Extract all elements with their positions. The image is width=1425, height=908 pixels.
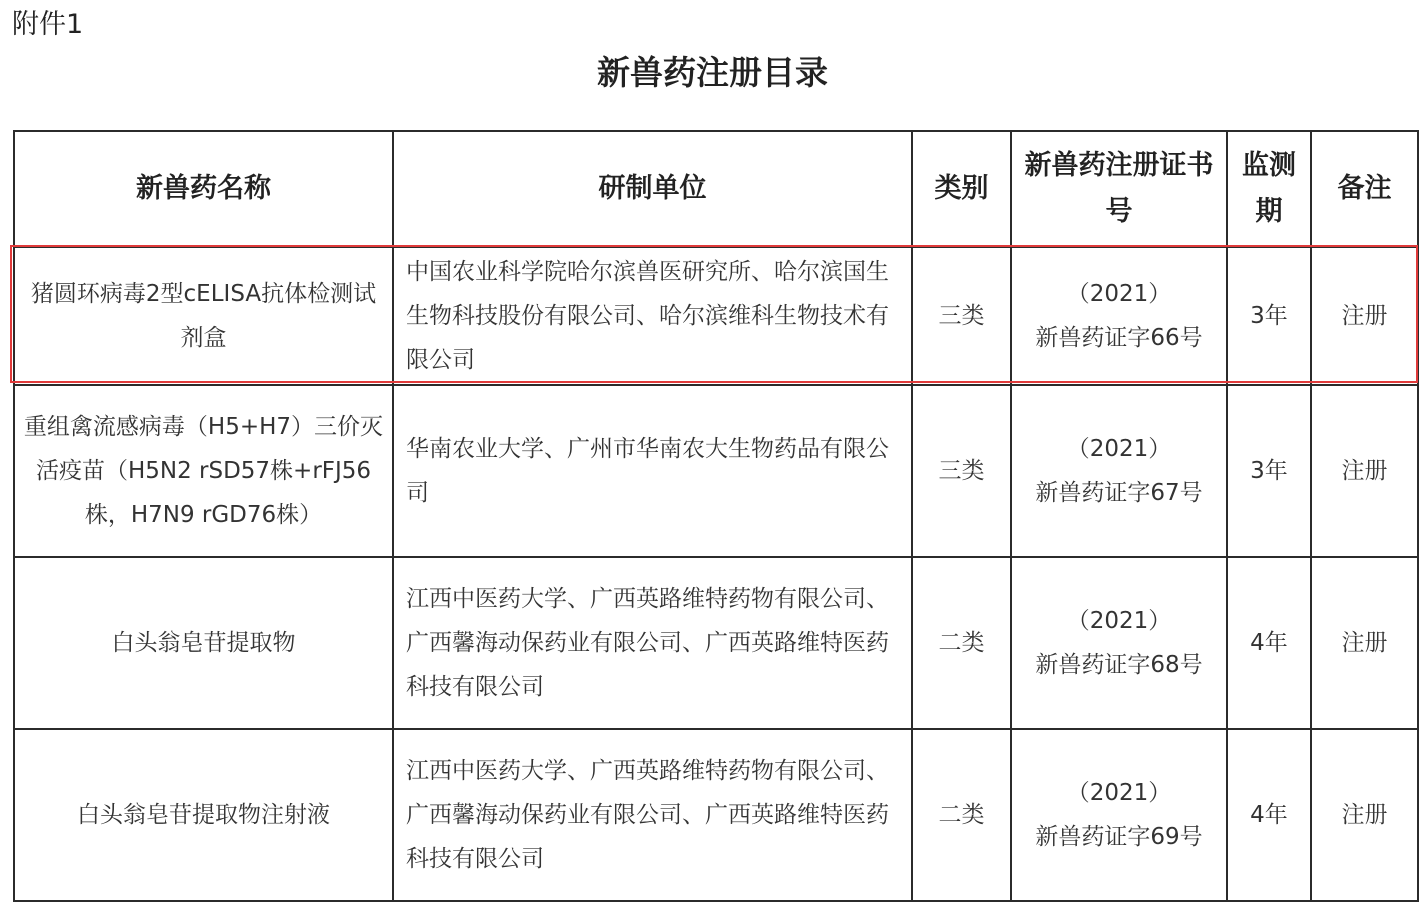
- header-certificate: 新兽药注册证书号: [1011, 131, 1227, 247]
- drug-name-cell: 猪圆环病毒2型cELISA抗体检测试剂盒: [14, 247, 393, 385]
- page-title: 新兽药注册目录: [597, 53, 828, 92]
- table-row: [14, 247, 1418, 385]
- category-cell: 二类: [912, 729, 1011, 901]
- certificate-year: （2021）: [1066, 608, 1172, 634]
- monitoring-cell: 4年: [1227, 729, 1311, 901]
- table-row: [14, 385, 1418, 557]
- header-name: 新兽药名称: [14, 131, 393, 247]
- certificate-year: （2021）: [1066, 780, 1172, 806]
- certificate-cell: [1011, 557, 1227, 729]
- certificate-year: （2021）: [1066, 436, 1172, 462]
- developer-cell: 中国农业科学院哈尔滨兽医研究所、哈尔滨国生生物科技股份有限公司、哈尔滨维科生物技术有限公司: [393, 247, 912, 385]
- certificate-cell: [1011, 247, 1227, 385]
- remark-cell: 注册: [1311, 385, 1418, 557]
- category-cell: 三类: [912, 247, 1011, 385]
- table-row: [14, 729, 1418, 901]
- remark-cell: 注册: [1311, 557, 1418, 729]
- remark-cell: 注册: [1311, 247, 1418, 385]
- category-cell: 三类: [912, 385, 1011, 557]
- category-cell: 二类: [912, 557, 1011, 729]
- remark-cell: 注册: [1311, 729, 1418, 901]
- drug-name-cell: 重组禽流感病毒（H5+H7）三价灭活疫苗（H5N2 rSD57株+rFJ56株，H7N9 rGD76株）: [14, 385, 393, 557]
- certificate-cell: [1011, 385, 1227, 557]
- monitoring-cell: 3年: [1227, 385, 1311, 557]
- developer-cell: 江西中医药大学、广西英路维特药物有限公司、广西馨海动保药业有限公司、广西英路维特医药科技有限公司: [393, 557, 912, 729]
- drug-name-cell: 白头翁皂苷提取物注射液: [14, 729, 393, 901]
- developer-cell: 华南农业大学、广州市华南农大生物药品有限公司: [393, 385, 912, 557]
- certificate-cell: [1011, 729, 1227, 901]
- header-remark: 备注: [1311, 131, 1418, 247]
- attachment-label: 附件1: [12, 9, 84, 40]
- header-unit: 研制单位: [393, 131, 912, 247]
- registration-table: [13, 130, 1419, 902]
- header-monitoring: 监测期: [1227, 131, 1311, 247]
- header-category: 类别: [912, 131, 1011, 247]
- table-row: [14, 557, 1418, 729]
- certificate-number: 新兽药证字69号: [1035, 824, 1203, 850]
- drug-name-cell: 白头翁皂苷提取物: [14, 557, 393, 729]
- table-header-row: [14, 131, 1418, 247]
- certificate-number: 新兽药证字66号: [1035, 325, 1203, 351]
- developer-cell: 江西中医药大学、广西英路维特药物有限公司、广西馨海动保药业有限公司、广西英路维特医药科技有限公司: [393, 729, 912, 901]
- certificate-year: （2021）: [1066, 281, 1172, 307]
- monitoring-cell: 3年: [1227, 247, 1311, 385]
- monitoring-cell: 4年: [1227, 557, 1311, 729]
- certificate-number: 新兽药证字68号: [1035, 652, 1203, 678]
- certificate-number: 新兽药证字67号: [1035, 480, 1203, 506]
